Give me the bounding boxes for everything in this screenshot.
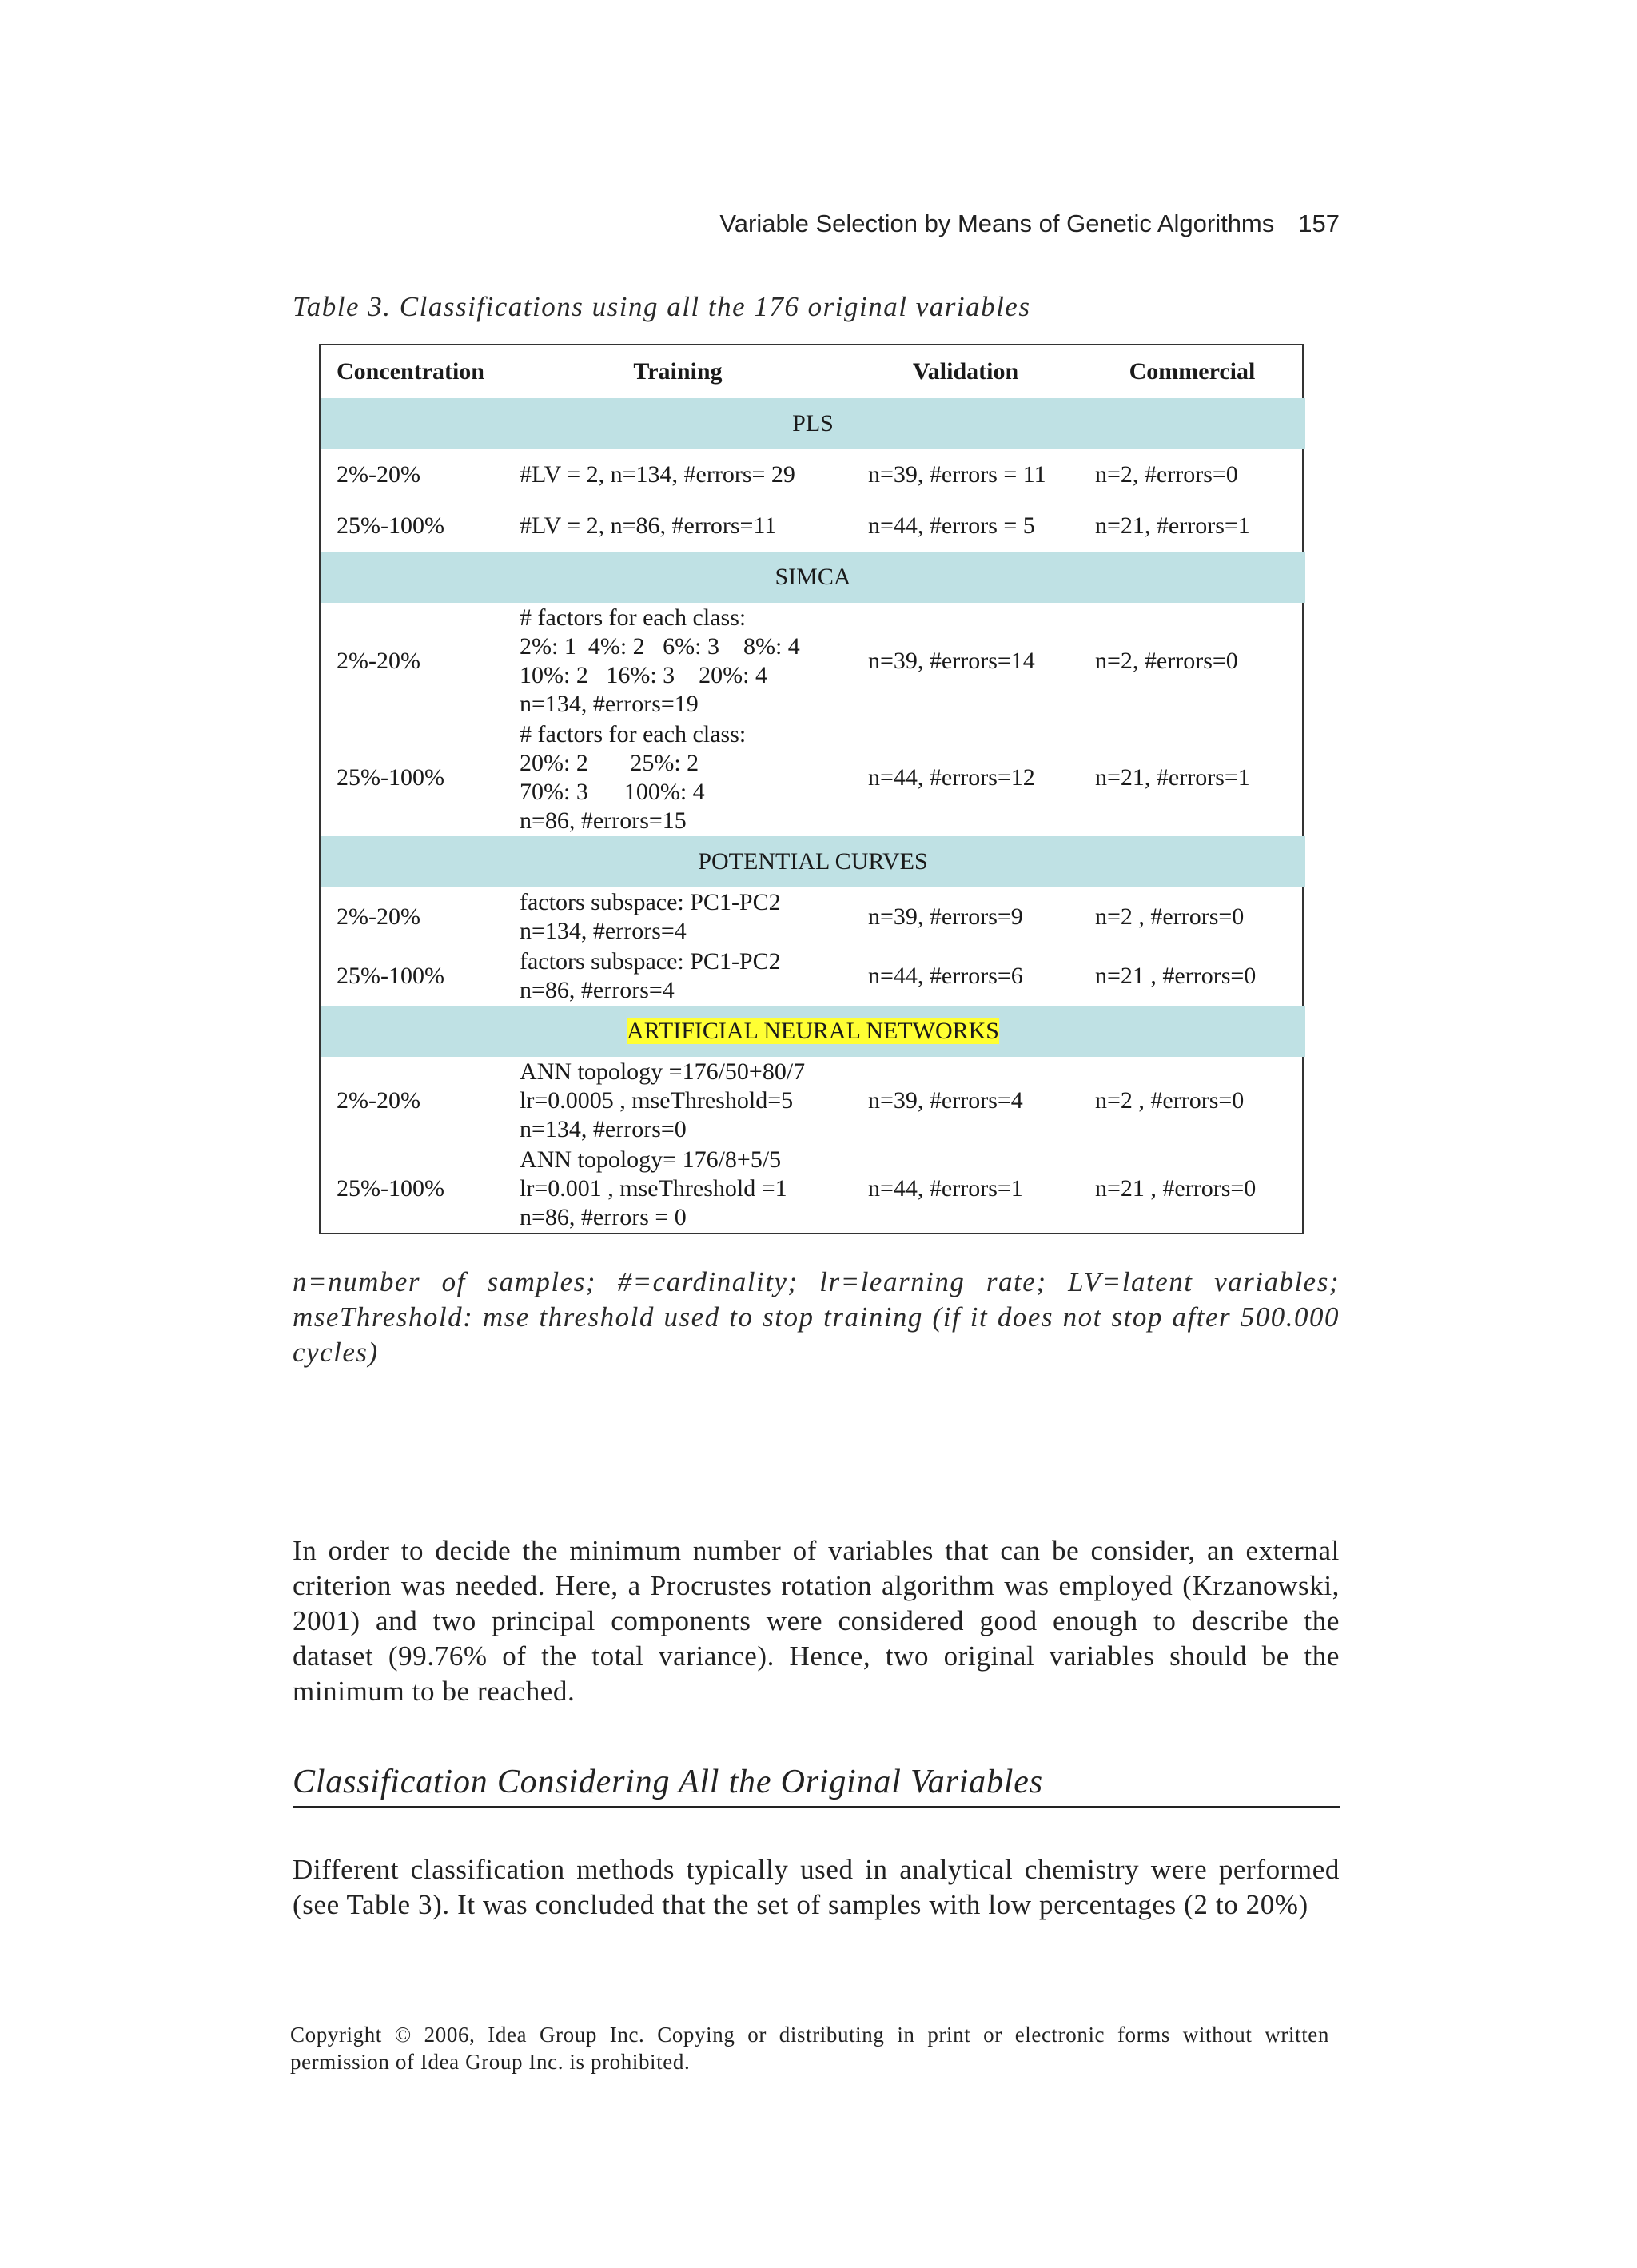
body-paragraph: In order to decide the minimum number of variables that can be consider, an external criterion was needed. Here, a Procrustes rotation algorithm was employed (Krzanowski, 2001) and two principal components were considered good enough to describe the dataset (99.76% of the total variance). Hence, two original variables should be the minimum to be reached. <box>293 1535 1340 1707</box>
cell-commercial: n=21 , #errors=0 <box>1095 1175 1257 1202</box>
section-row-potential-curves <box>321 836 1305 887</box>
cell-validation: n=39, #errors=9 <box>868 903 1023 930</box>
cell-validation: n=44, #errors = 5 <box>868 512 1035 539</box>
page-number: 157 <box>1298 209 1340 237</box>
cell-training: #LV = 2, n=86, #errors=11 <box>520 512 777 539</box>
table-row <box>321 500 1305 552</box>
section-title: POTENTIAL CURVES <box>321 836 1305 887</box>
copyright-notice: Copyright © 2006, Idea Group Inc. Copying or distributing in print or electronic forms without written permission of Idea Group Inc. is prohibited. <box>290 2023 1329 2074</box>
training-line: n=86, #errors=4 <box>520 977 675 1003</box>
section-title-highlighted: ARTIFICIAL NEURAL NETWORKS <box>627 1018 999 1044</box>
table-row <box>321 719 1305 836</box>
training-line: n=134, #errors=19 <box>520 691 699 717</box>
training-line: 70%: 3 100%: 4 <box>520 779 705 805</box>
cell-validation: n=44, #errors=6 <box>868 963 1023 989</box>
training-line: ANN topology =176/50+80/7 <box>520 1058 806 1085</box>
section-row-pls <box>321 398 1305 449</box>
training-line: n=134, #errors=4 <box>520 918 687 944</box>
section-title: SIMCA <box>321 552 1305 603</box>
training-line: n=134, #errors=0 <box>520 1116 687 1142</box>
cell-training: #LV = 2, n=134, #errors= 29 <box>520 461 795 488</box>
section-title: PLS <box>321 398 1305 449</box>
table-row <box>321 1057 1305 1145</box>
table-row <box>321 603 1305 719</box>
training-line: 10%: 2 16%: 3 20%: 4 <box>520 662 767 688</box>
running-head <box>293 209 1340 238</box>
table-row <box>321 947 1305 1006</box>
cell-validation: n=39, #errors=4 <box>868 1087 1023 1114</box>
training-line: n=86, #errors = 0 <box>520 1204 687 1230</box>
training-line: 2%: 1 4%: 2 6%: 3 8%: 4 <box>520 633 800 660</box>
training-line: # factors for each class: <box>520 604 747 631</box>
table-row <box>321 887 1305 947</box>
cell-concentration: 25%-100% <box>337 764 444 791</box>
cell-concentration: 25%-100% <box>337 1175 444 1202</box>
section-row-ann <box>321 1006 1305 1057</box>
header-training: Training <box>633 358 723 385</box>
cell-validation: n=44, #errors=1 <box>868 1175 1023 1202</box>
running-head-title: Variable Selection by Means of Genetic Algorithms <box>719 209 1275 237</box>
training-line: lr=0.001 , mseThreshold =1 <box>520 1175 787 1202</box>
cell-concentration: 2%-20% <box>337 461 420 488</box>
cell-commercial: n=2, #errors=0 <box>1095 461 1238 488</box>
training-line: # factors for each class: <box>520 721 747 747</box>
cell-validation: n=44, #errors=12 <box>868 764 1035 791</box>
cell-training <box>504 1145 852 1233</box>
cell-concentration: 25%-100% <box>337 963 444 989</box>
training-line: n=86, #errors=15 <box>520 807 687 834</box>
cell-commercial: n=2, #errors=0 <box>1095 648 1238 674</box>
cell-commercial: n=21 , #errors=0 <box>1095 963 1257 989</box>
header-concentration: Concentration <box>337 358 484 385</box>
table-footnote: n=number of samples; #=cardinality; lr=learning rate; LV=latent variables; mseThreshold: mse threshold used to stop training (if it does not stop after 500.000 cycles) <box>293 1266 1340 1368</box>
cell-training <box>504 947 852 1006</box>
cell-concentration: 2%-20% <box>337 648 420 674</box>
table-row <box>321 1145 1305 1233</box>
table-header-row <box>321 345 1305 398</box>
section-heading: Classification Considering All the Original Variables <box>293 1763 1340 1808</box>
cell-validation: n=39, #errors=14 <box>868 648 1035 674</box>
table-row <box>321 449 1305 500</box>
training-line: lr=0.0005 , mseThreshold=5 <box>520 1087 794 1114</box>
classification-table <box>319 344 1304 1234</box>
training-line: ANN topology= 176/8+5/5 <box>520 1146 782 1173</box>
cell-training <box>504 603 852 719</box>
training-line: 20%: 2 25%: 2 <box>520 750 699 776</box>
cell-validation: n=39, #errors = 11 <box>868 461 1046 488</box>
header-validation: Validation <box>912 358 1019 385</box>
section-row-simca <box>321 552 1305 603</box>
body-paragraph: Different classification methods typically used in analytical chemistry were performed (see Table 3). It was concluded that the set of samples with low percentages (2 to 20%) <box>293 1854 1340 1920</box>
cell-training <box>504 719 852 836</box>
table-caption: Table 3. Classifications using all the 176 original variables <box>293 291 1031 322</box>
cell-commercial: n=2 , #errors=0 <box>1095 1087 1245 1114</box>
training-line: factors subspace: PC1-PC2 <box>520 889 781 915</box>
cell-concentration: 2%-20% <box>337 903 420 930</box>
cell-training <box>504 1057 852 1145</box>
cell-commercial: n=21, #errors=1 <box>1095 512 1250 539</box>
header-commercial: Commercial <box>1129 358 1256 385</box>
cell-concentration: 2%-20% <box>337 1087 420 1114</box>
cell-commercial: n=2 , #errors=0 <box>1095 903 1245 930</box>
cell-concentration: 25%-100% <box>337 512 444 539</box>
cell-commercial: n=21, #errors=1 <box>1095 764 1250 791</box>
training-line: factors subspace: PC1-PC2 <box>520 948 781 975</box>
cell-training <box>504 887 852 947</box>
